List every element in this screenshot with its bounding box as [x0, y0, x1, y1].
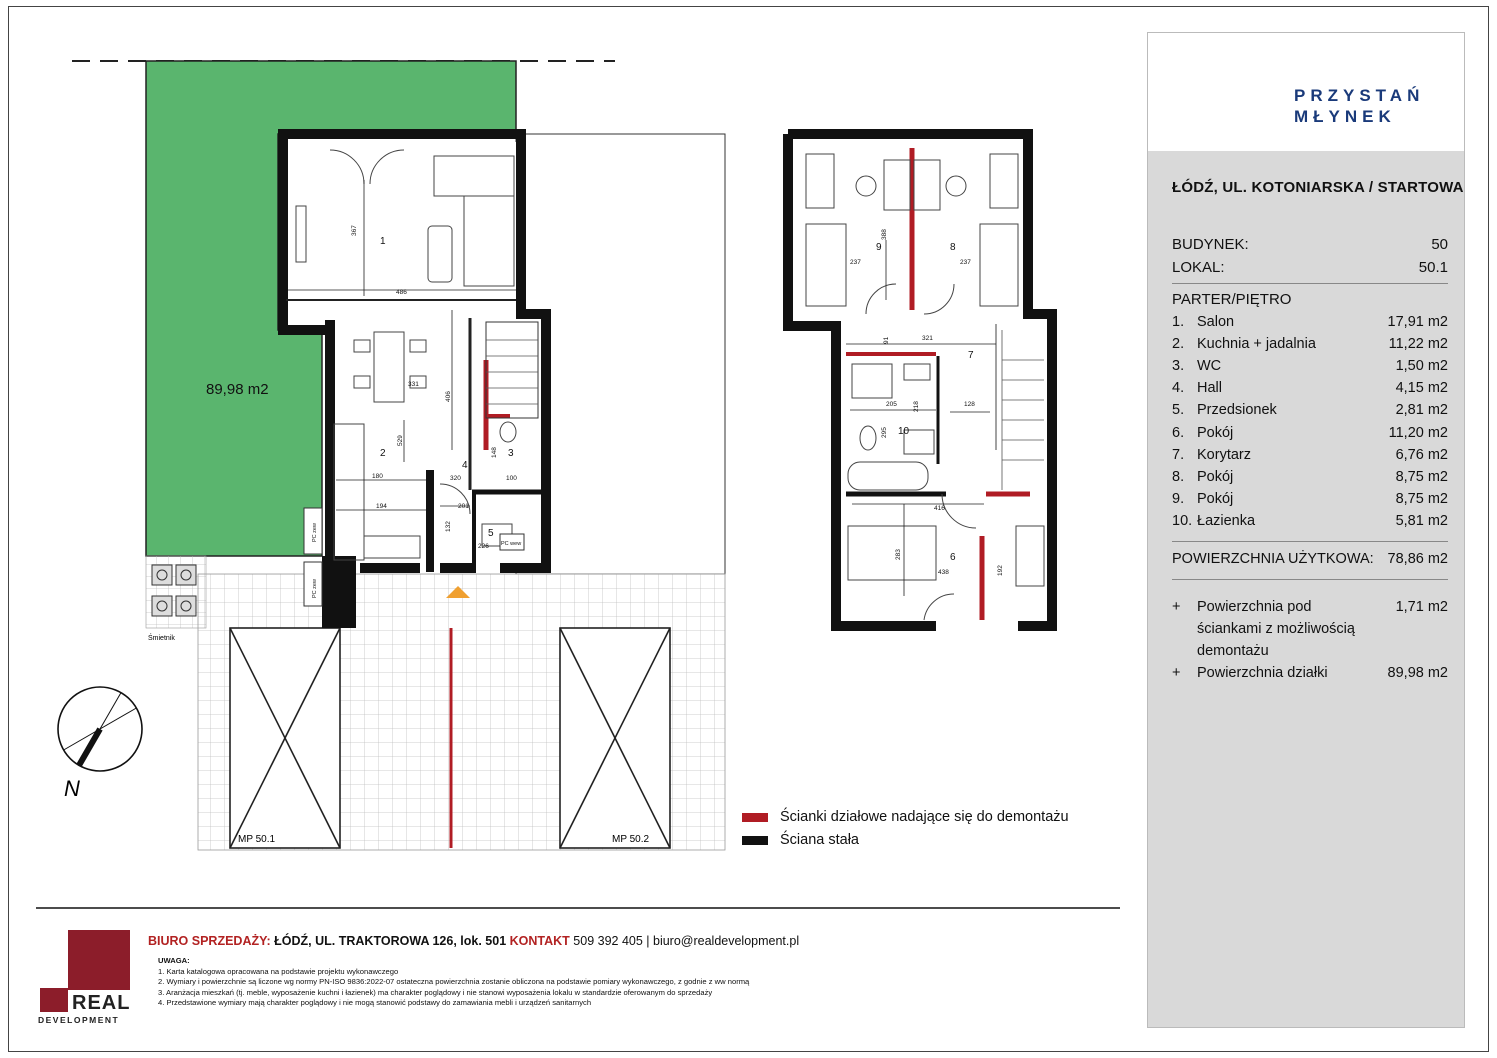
pc-zew-label-2: PC zew: [312, 579, 318, 598]
contact-value[interactable]: 509 392 405 | biuro@realdevelopment.pl: [569, 934, 800, 948]
dim-u-11: 283: [895, 549, 902, 560]
parking-label-2: MP 50.2: [612, 834, 650, 845]
north-label: N: [64, 776, 80, 801]
dim-u-3: 237: [960, 259, 971, 266]
building-value: 50: [1431, 236, 1448, 253]
room-number-8: 8: [950, 242, 956, 253]
sales-contact-line: [148, 934, 799, 948]
room-number-5: 5: [488, 528, 494, 539]
logo-box: [1148, 33, 1464, 151]
building-label: BUDYNEK:: [1172, 236, 1249, 253]
dim-g-10: 100: [506, 475, 517, 482]
dim-u-8: 128: [964, 401, 975, 408]
note-item: 3. Aranżacja mieszkań (tj. meble, wyposażenie kuchni i łazienek) ma charakter poglądowy i nie stanowi wyposażenia lokalu w standardzie oferowanym do sprzedaży: [158, 987, 713, 997]
pc-wew-label: PC wew: [501, 541, 522, 547]
dim-u-13: 192: [997, 565, 1004, 576]
divider: [1172, 283, 1448, 284]
room-row: 9. Pokój 8,75 m2: [1172, 491, 1448, 507]
room-number-3: 3: [508, 448, 514, 459]
room-row: 7. Korytarz 6,76 m2: [1172, 447, 1448, 463]
dim-g-6: 180: [372, 473, 383, 480]
room-number-7: 7: [968, 350, 974, 361]
company-name: REAL: [72, 992, 131, 1014]
room-row: 2. Kuchnia + jadalnia 11,22 m2: [1172, 336, 1448, 352]
contact-label: KONTAKT: [509, 934, 570, 948]
legend-swatch-red: [742, 813, 768, 822]
dim-g-11: 132: [445, 521, 452, 532]
sales-label: BIURO SPRZEDAŻY:: [148, 934, 271, 948]
parking-spot-1: [230, 628, 340, 848]
garden-area-label: 89,98 m2: [206, 381, 269, 398]
dim-u-12: 438: [938, 569, 949, 576]
dim-u-5: 321: [922, 335, 933, 342]
dim-g-12: 226: [478, 543, 489, 550]
room-row: 5. Przedsionek 2,81 m2: [1172, 402, 1448, 418]
room-number-1: 1: [380, 236, 386, 247]
usable-area-value: 78,86 m2: [1387, 551, 1448, 567]
room-row: 10. Łazienka 5,81 m2: [1172, 513, 1448, 529]
unit-row: [1172, 259, 1448, 276]
compass-icon: [58, 687, 142, 771]
dim-g-8: 320: [450, 475, 461, 482]
room-number-2: 2: [380, 448, 386, 459]
company-subname: DEVELOPMENT: [38, 1015, 120, 1025]
usable-area-row: [1172, 551, 1448, 567]
divider: [1172, 541, 1448, 542]
dim-u-7: 218: [913, 401, 920, 412]
note-item: 4. Przedstawione wymiary mają charakter poglądowy i nie mogą stanowić podstawy do zamawiania mebli i urządzeń sanitarnych: [158, 998, 592, 1008]
dim-u-9: 295: [881, 427, 888, 438]
dim-u-6: 205: [886, 401, 897, 408]
dim-u-2: 237: [850, 259, 861, 266]
dim-u-4: 91: [883, 336, 890, 344]
unit-value: 50.1: [1418, 259, 1448, 276]
dim-g-2: 486: [396, 289, 407, 296]
dim-g-7: 194: [376, 503, 387, 510]
dim-u-1: 388: [881, 229, 888, 240]
dim-g-5: 529: [397, 435, 404, 446]
room-row: 6. Pokój 11,20 m2: [1172, 425, 1448, 441]
room-row: 3. WC 1,50 m2: [1172, 358, 1448, 374]
dim-g-3: 331: [408, 381, 419, 388]
dim-g-13: 148: [491, 447, 498, 458]
sales-address: ŁÓDŹ, UL. TRAKTOROWA 126, lok. 501: [270, 934, 510, 948]
dim-g-9: 201: [458, 503, 469, 510]
dim-u-10: 416: [934, 505, 945, 512]
parking-label-1: MP 50.1: [238, 834, 276, 845]
dim-g-1: 367: [351, 225, 358, 236]
notes-title: UWAGA:: [158, 956, 190, 965]
address-heading: ŁÓDŹ, UL. KOTONIARSKA / STARTOWA: [1172, 179, 1464, 196]
info-panel: PRZYSTAŃ MŁYNEK ŁÓDŹ, UL. KOTONIARSKA / STARTOWA BUDYNEK: 50 LOKAL: 50.1 PARTER/PIĘTRO 1. Salon 17,91 m2 2. Kuchnia + jadalnia 11,22 m2 3. WC 1,50 m2 4. Hall 4,15 m2 5. Przedsionek 2,81 m2 6. Pokój 11,20 m2 7. Korytarz 6,76 m2 8. Pokój 8,75 m2 9. Pokój 8,75 m2 10. Łazienka 5,81 m2 POWIERZCHNIA UŻYTKOWA: 78,86 m2 + Powierzchnia pod ściankami z możliwością demontażu 1,71 m2 + Powierzchnia działki 89,98 m2: [1147, 32, 1465, 1028]
room-row: 8. Pokój 8,75 m2: [1172, 469, 1448, 485]
notes-block: [158, 956, 749, 1009]
pc-zew-label-1: PC zew: [312, 523, 318, 542]
building-row: [1172, 236, 1448, 253]
room-number-6: 6: [950, 552, 956, 563]
room-number-9: 9: [876, 242, 882, 253]
note-item: 2. Wymiary i powierzchnie są liczone wg normy PN-ISO 9836:2022-07 ostateczna powierzchnia zostanie obliczona na podstawie pomiary wykonawczego, z godnie z ww normą: [158, 977, 750, 987]
room-number-10: 10: [898, 426, 910, 437]
note-item: 1. Karta katalogowa opracowana na podstawie projektu wykonawczego: [158, 966, 399, 976]
brand-name-line1: PRZYSTAŃ: [1294, 86, 1425, 105]
room-row: 1. Salon 17,91 m2: [1172, 314, 1448, 330]
usable-area-label: POWIERZCHNIA UŻYTKOWA:: [1172, 551, 1374, 567]
divider: [1172, 579, 1448, 580]
floors-heading: PARTER/PIĘTRO: [1172, 291, 1292, 308]
parking-spot-2: [560, 628, 670, 848]
room-row: 4. Hall 4,15 m2: [1172, 380, 1448, 396]
brand-name-line2: MŁYNEK: [1294, 107, 1396, 126]
dim-g-4: 406: [445, 391, 452, 402]
unit-label: LOKAL:: [1172, 259, 1225, 276]
room-number-4: 4: [462, 460, 468, 471]
legend-swatch-black: [742, 836, 768, 845]
upper-floor: [788, 134, 1052, 626]
garbage-label: Śmietnik: [148, 635, 175, 642]
